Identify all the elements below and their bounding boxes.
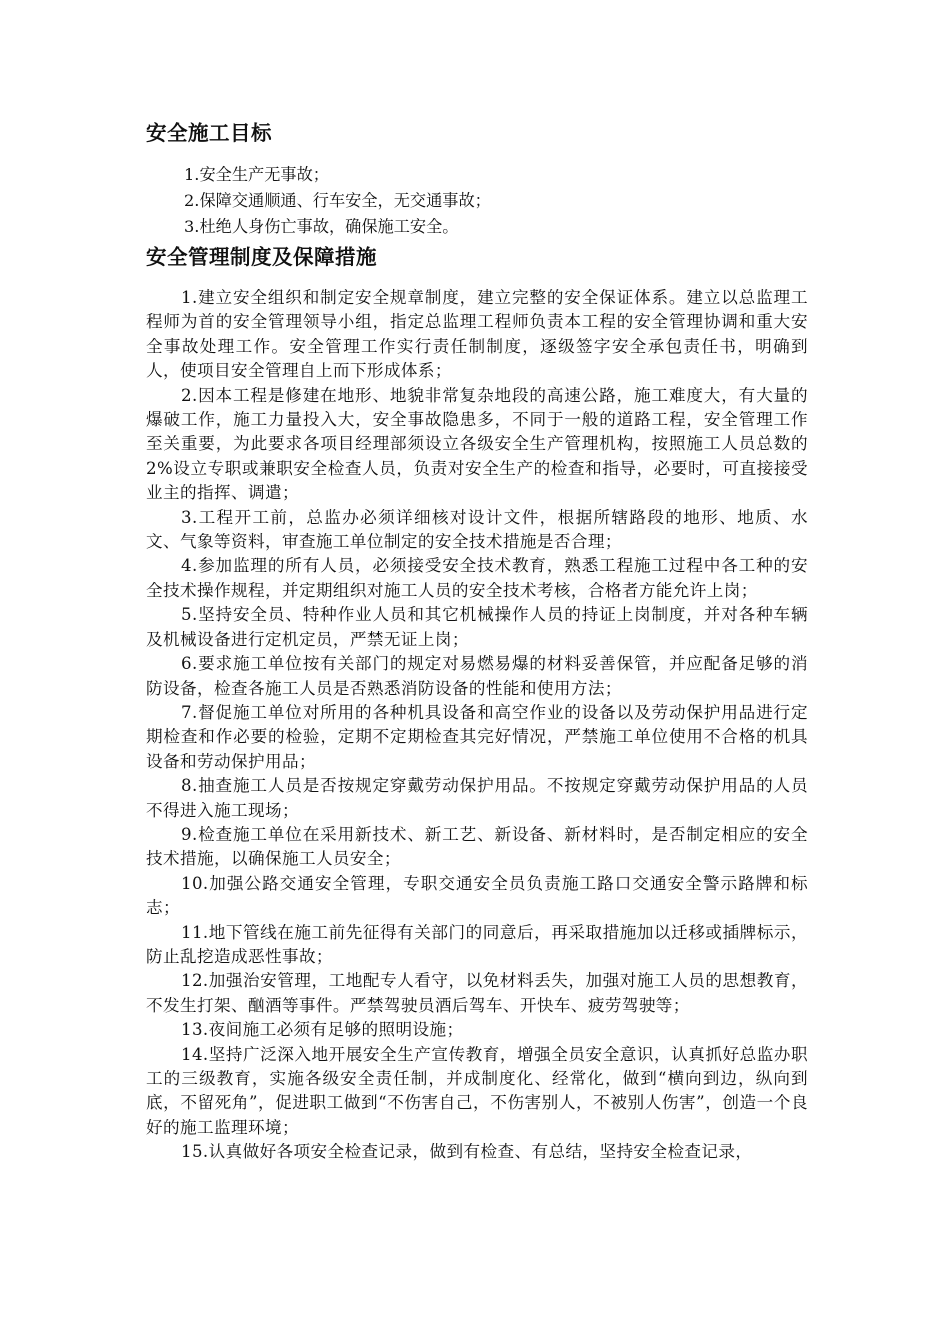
goal-item: 1.安全生产无事故； <box>184 165 329 184</box>
measure-item: 2.因本工程是修建在地形、地貌非常复杂地段的高速公路，施工难度大，有大量的爆破工作，施工力量投入大，安全事故隐患多，不同于一般的道路工程，安全管理工作至关重要，为此要求各项目经理部须设立各级安全生产管理机构，按照施工人员总数的2%设立专职或兼职安全检查人员，负责对安全生产的检查和指导，必要时，可直接接受业主的指挥、调遣； <box>146 385 808 503</box>
measure-item: 5.坚持安全员、特种作业人员和其它机械操作人员的持证上岗制度，并对各种车辆及机械设备进行定机定员，严禁无证上岗； <box>146 605 808 649</box>
measures-list <box>146 286 808 1165</box>
section-title-management-measures: 安全管理制度及保障措施 <box>146 245 377 269</box>
section-title-safety-goals: 安全施工目标 <box>146 121 272 145</box>
goals-list <box>146 162 808 240</box>
measure-item: 12.加强治安管理，工地配专人看守，以免材料丢失，加强对施工人员的思想教育，不发生打架、酗酒等事件。严禁驾驶员酒后驾车、开快车、疲劳驾驶等； <box>146 971 808 1015</box>
measure-item: 1.建立安全组织和制定安全规章制度，建立完整的安全保证体系。建立以总监理工程师为首的安全管理领导小组，指定总监理工程师负责本工程的安全管理协调和重大安全事故处理工作。安全管理工作实行责任制制度，逐级签字安全承包责任书，明确到人，使项目安全管理自上而下形成体系； <box>146 288 808 381</box>
document-page <box>146 112 808 1165</box>
measure-item: 11.地下管线在施工前先征得有关部门的同意后，再采取措施加以迁移或插牌标示，防止乱挖造成恶性事故； <box>146 922 808 966</box>
goal-item: 3.杜绝人身伤亡事故，确保施工安全。 <box>184 217 459 236</box>
measure-item: 9.检查施工单位在采用新技术、新工艺、新设备、新材料时，是否制定相应的安全技术措施，以确保施工人员安全； <box>146 824 808 869</box>
measure-item: 15.认真做好各项安全检查记录，做到有检查、有总结，坚持安全检查记录， <box>181 1142 753 1162</box>
measure-item: 14.坚持广泛深入地开展安全生产宣传教育，增强全员安全意识，认真抓好总监办职工的三级教育，实施各级安全责任制，并成制度化、经常化，做到“横向到边，纵向到底，不留死角”，促进职工做到“不伤害自己，不伤害别人，不被别人伤害”，创造一个良好的施工监理环境； <box>146 1044 808 1137</box>
measure-item: 10.加强公路交通安全管理，专职交通安全员负责施工路口交通安全警示路牌和标志； <box>146 873 808 918</box>
measure-item: 7.督促施工单位对所用的各种机具设备和高空作业的设备以及劳动保护用品进行定期检查和作必要的检验，定期不定期检查其完好情况，严禁施工单位使用不合格的机具设备和劳动保护用品； <box>146 702 808 771</box>
measure-item: 3.工程开工前，总监办必须详细核对设计文件，根据所辖路段的地形、地质、水文、气象等资料，审查施工单位制定的安全技术措施是否合理； <box>146 507 808 552</box>
measure-item: 8.抽查施工人员是否按规定穿戴劳动保护用品。不按规定穿戴劳动保护用品的人员不得进入施工现场； <box>146 776 808 820</box>
measure-item: 4.参加监理的所有人员，必须接受安全技术教育，熟悉工程施工过程中各工种的安全技术操作规程，并定期组织对施工人员的安全技术考核，合格者方能允许上岗； <box>146 556 808 600</box>
goal-item: 2.保障交通顺通、行车安全，无交通事故； <box>184 191 491 210</box>
measure-item: 13.夜间施工必须有足够的照明设施； <box>181 1020 464 1040</box>
measure-item: 6.要求施工单位按有关部门的规定对易燃易爆的材料妥善保管，并应配备足够的消防设备，检查各施工人员是否熟悉消防设备的性能和使用方法； <box>146 654 808 698</box>
